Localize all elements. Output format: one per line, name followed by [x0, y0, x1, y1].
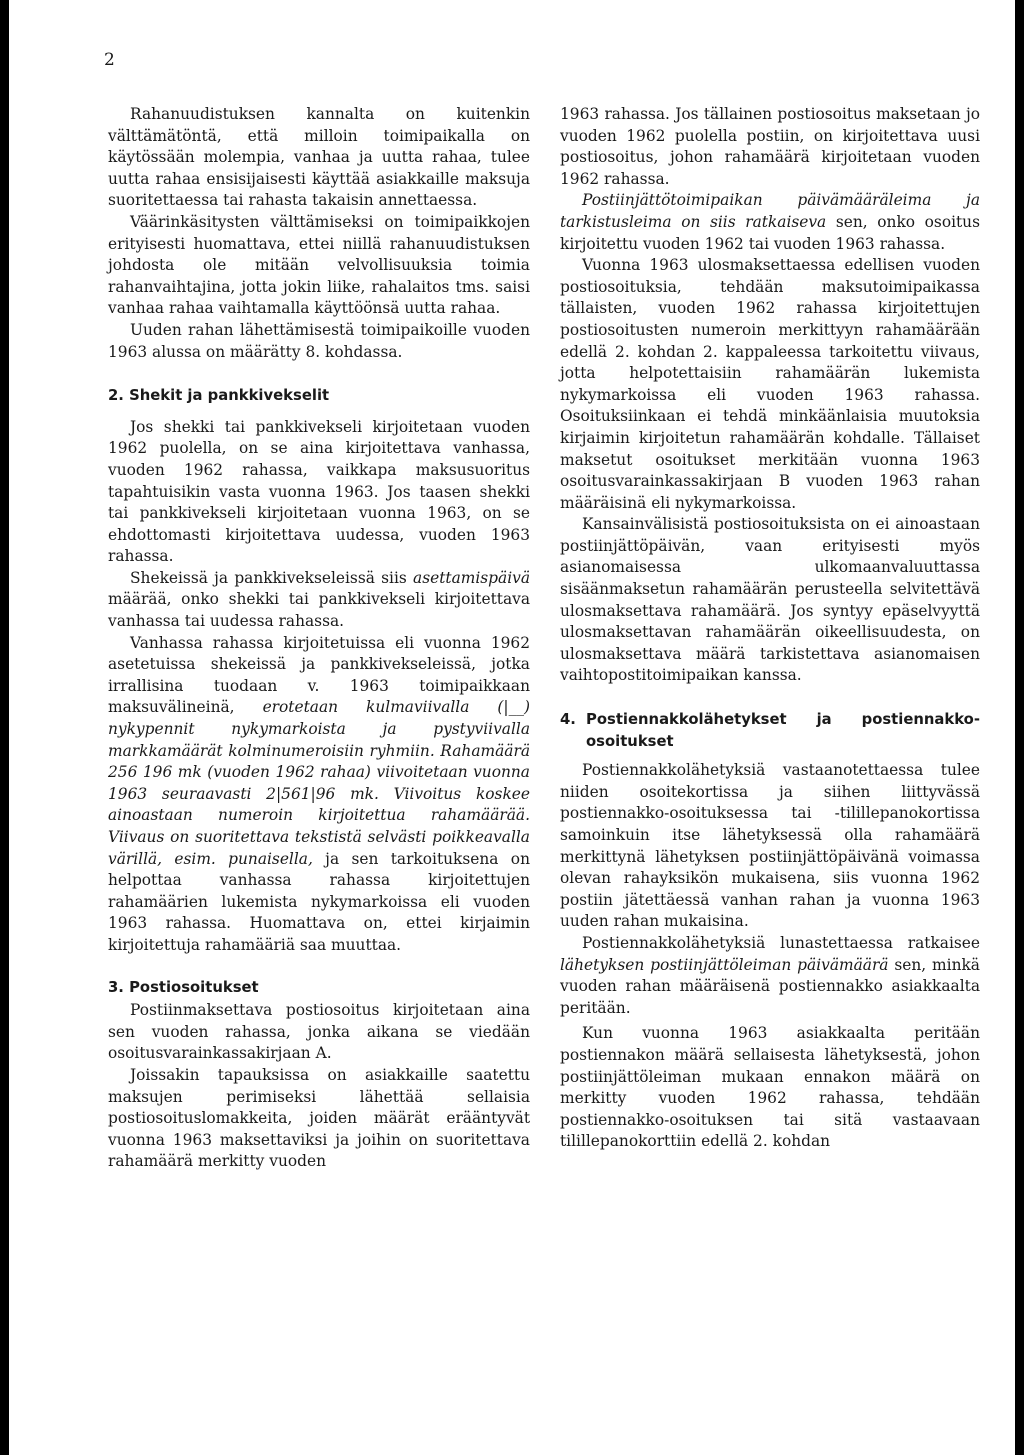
text-run: Vanhassa rahassa kirjoitetuissa eli vuonna 1962 asetetuissa shekeissä ja pankkivekseleissä, jotka irrallisina tuodaan v. 1963 toimipaikkaan maksuvälineinä, [108, 633, 530, 717]
section-number: 4. [560, 711, 576, 729]
left-edge-bar [0, 0, 9, 1455]
right-edge-bar [1015, 0, 1024, 1455]
text-run: määrää, onko shekki tai pankkivekseli kirjoitettava vanhassa tai uudessa rahassa. [108, 590, 530, 631]
paragraph: Postiinmaksettava postiosoitus kirjoitetaan aina sen vuoden rahassa, jonka aikana se viedään osoitusvarainkassakirjaan A. [108, 1001, 530, 1063]
paragraph: Kun vuonna 1963 asiakkaalta peritään postiennakon määrä sellaisesta lähetyksestä, johon postiinjättöleiman mukaan ennakon määrä on merkitty vuoden 1962 rahassa, tehdään postiennakko-osoituksen tai sitä vastaavaan tilillepanokorttiin edellä 2. kohdan [560, 1024, 980, 1151]
emphasis: erotetaan kulmaviivalla (|__) nykypennit nykymarkoista ja pystyviivalla markkamäärät kolminumeroisiin ryhmiin. Rahamäärä 256 196 mk (vuoden 1962 rahaa) viivoitetaan vuonna 1963 seuraavasti 2|561|96 mk. Viivoitus koskee ainoastaan numeroin kirjoitettua rahamäärää. Viivaus on suoritettava tekstistä selvästi poikkeavalla värillä, esim. punaisella, [108, 698, 531, 868]
section-heading-2: 2. Shekit ja pankkivekselit [108, 387, 330, 405]
text-run: sen, minkä vuoden rahan määräisenä postiennakko asiakkaalta peritään. [560, 955, 980, 1017]
paragraph: Uuden rahan lähettämisestä toimipaikoille vuoden 1963 alussa on määrätty 8. kohdassa. [108, 320, 530, 361]
text-run: Postiennakkolähetyksiä lunastettaessa ratkaisee [582, 933, 980, 952]
paragraph [560, 933, 980, 1019]
paragraph: Postiennakkolähetyksiä vastaanotettaessa tulee niiden osoitekortissa ja siihen liittyvässä postiennakko-osoituksessa tai -tilillepanokortissa samoinkuin itse lähetyksessä olla rahamäärä merkittynä lähetyksen postiinjättöpäivänä voimassa olevan rahayksikön mukaisena, siis vuonna 1962 postiin jätettäessä vanhan rahan ja vuonna 1963 uuden rahan mukaisina. [560, 761, 980, 931]
paragraph [108, 633, 530, 957]
page-number: 2 [104, 50, 115, 70]
section-heading-4 [560, 709, 980, 752]
emphasis: Postiinjättötoimipaikan päivämääräleima ja tarkistusleima on siis ratkaiseva [560, 191, 980, 231]
text-run: Shekeissä ja pankkivekseleissä siis [130, 568, 414, 587]
section-title: Postiennakkolähetykset ja postiennakko-osoitukset [586, 711, 980, 750]
left-column [108, 104, 530, 1173]
right-column [560, 104, 980, 1153]
paragraph: Joissakin tapauksissa on asiakkaille saatettu maksujen perimiseksi lähettää sellaisia postiosoituslomakkeita, joiden määrät erääntyvät vuonna 1963 maksettaviksi ja joihin on suoritettava rahamäärä merkitty vuoden [108, 1065, 530, 1171]
paragraph [560, 190, 980, 255]
paragraph: Vuonna 1963 ulosmaksettaessa edellisen vuoden postiosoituksia, tehdään maksutoimipaikassa tällaisten, vuoden 1962 rahassa kirjoitettujen postiosoitusten numeroin merkittyyn rahamäärään edellä 2. kohdan 2. kappaleessa tarkoitettu viivaus, jotta helpotettaisiin rahamäärän lukemista nykymarkoissa eli vuoden 1963 rahassa. Osoituksiinkaan ei tehdä minkäänlaisia muutoksia kirjaimin kirjoitetun rahamäärän kohdalle. Tällaiset maksetut osoitukset merkitään vuonna 1963 osoitusvarainkassakirjaan B vuoden 1963 rahan määräisinä eli nykymarkoissa. [560, 256, 980, 512]
paragraph [108, 568, 530, 633]
text-run: ja sen tarkoituksena on helpottaa vanhassa rahassa kirjoitettujen rahamäärien lukemista nykymarkoissa eli vuoden 1963 rahassa. Huomattava on, ettei kirjaimin kirjoitettuja rahamääriä saa muuttaa. [108, 849, 530, 954]
paragraph: Rahanuudistuksen kannalta on kuitenkin välttämätöntä, että milloin toimipaikalla on käytössään molempia, vanhaa ja uutta rahaa, tulee uutta rahaa ensisijaisesti käyttää asiakkaille maksuja suoritettaessa tai rahasta takaisin annettaessa. [108, 105, 530, 210]
paragraph: Kansainvälisistä postiosoituksista on ei ainoastaan postiinjättöpäivän, vaan erityisesti myös asianomaisessa ulkomaanvaluuttassa sisäänmaksetun rahamäärän perusteella selvitettävä ulosmaksettava rahamäärä. Jos syntyy epäselvyyttä ulosmaksettavan rahamäärän oikeellisuudesta, on ulosmaksettava määrä tarkistettava asianomaisen vaihtopostitoimipaikan kanssa. [560, 515, 980, 685]
emphasis: asettamispäivä [413, 568, 530, 587]
text-run: sen, onko osoitus kirjoitettu vuoden 1962 tai vuoden 1963 rahassa. [560, 212, 980, 253]
paragraph: 1963 rahassa. Jos tällainen postiosoitus maksetaan jo vuoden 1962 puolella postiin, on kirjoitettava uusi postiosoitus, johon rahamäärä kirjoitetaan vuoden 1962 rahassa. [560, 105, 980, 188]
paragraph: Väärinkäsitysten välttämiseksi on toimipaikkojen erityisesti huomattava, ettei niillä rahanuudistuksen johdosta ole mitään velvollisuuksia toimia rahanvaihtajina, jotta jokin liike, rahalaitos tms. saisi vanhaa rahaa vaihtamalla käyttöönsä uutta rahaa. [108, 212, 530, 318]
paragraph: Jos shekki tai pankkivekseli kirjoitetaan vuoden 1962 puolella, on se aina kirjoitettava vanhassa, vuoden 1962 rahassa, vaikkapa maksusuoritus tapahtuisikin vasta vuonna 1963. Jos taasen shekki tai pankkivekseli kirjoitetaan vuonna 1963, on se ehdottomasti kirjoitettava uudessa, vuoden 1963 rahassa. [108, 417, 530, 566]
emphasis: lähetyksen postiinjättöleiman päivämäärä [560, 955, 889, 974]
section-heading-3: 3. Postiosoitukset [108, 978, 259, 996]
